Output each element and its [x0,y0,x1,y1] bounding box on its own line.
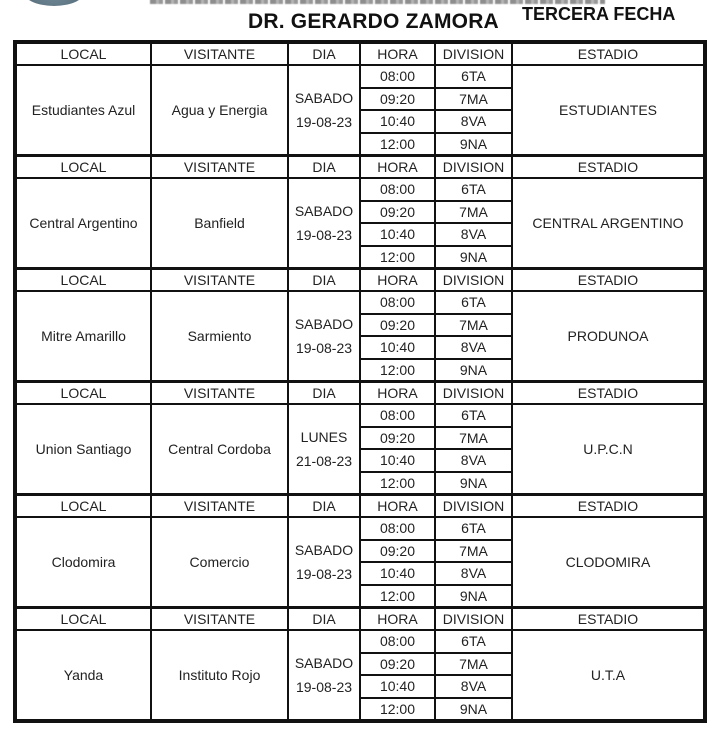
division: 7MA [435,653,512,676]
column-header-local: LOCAL [16,495,151,518]
visiting-team: Instituto Rojo [151,630,288,720]
division: 6TA [435,404,512,427]
column-header-hora: HORA [360,156,435,179]
column-header-visitante: VISITANTE [151,156,288,179]
column-header-dia: DIA [288,382,360,405]
match-row [16,517,704,540]
kickoff-time: 10:40 [360,562,435,585]
visiting-team: Comercio [151,517,288,608]
stadium: U.T.A [512,630,704,720]
column-header-local: LOCAL [16,608,151,631]
column-header-visitante: VISITANTE [151,382,288,405]
match-date: 19-08-23 [295,227,353,243]
column-header-dia: DIA [288,156,360,179]
column-header-hora: HORA [360,269,435,292]
header-row [16,156,704,179]
division: 6TA [435,291,512,314]
division: 8VA [435,562,512,585]
header-row [16,495,704,518]
league-logo [22,0,86,6]
kickoff-time: 08:00 [360,630,435,653]
header-row [16,608,704,631]
kickoff-time: 12:00 [360,585,435,608]
match-day [288,404,360,495]
local-team: Yanda [16,630,151,720]
kickoff-time: 09:20 [360,314,435,337]
fixture-table [13,40,707,723]
division: 9NA [435,585,512,608]
column-header-visitante: VISITANTE [151,43,288,65]
division: 9NA [435,698,512,721]
column-header-hora: HORA [360,43,435,65]
kickoff-time: 08:00 [360,65,435,88]
division: 8VA [435,223,512,246]
match-date: 19-08-23 [295,566,353,582]
column-header-dia: DIA [288,608,360,631]
kickoff-time: 08:00 [360,291,435,314]
column-header-hora: HORA [360,382,435,405]
match-date: 19-08-23 [295,340,353,356]
column-header-estadio: ESTADIO [512,382,704,405]
column-header-estadio: ESTADIO [512,43,704,65]
kickoff-time: 08:00 [360,178,435,201]
kickoff-time: 09:20 [360,88,435,111]
match-day [288,291,360,382]
header-row [16,382,704,405]
kickoff-time: 12:00 [360,472,435,495]
visiting-team: Sarmiento [151,291,288,382]
local-team: Clodomira [16,517,151,608]
stadium: PRODUNOA [512,291,704,382]
visiting-team: Agua y Energia [151,65,288,156]
division: 7MA [435,540,512,563]
match-row [16,404,704,427]
column-header-visitante: VISITANTE [151,269,288,292]
local-team: Union Santiago [16,404,151,495]
kickoff-time: 12:00 [360,246,435,269]
kickoff-time: 09:20 [360,653,435,676]
stadium: CENTRAL ARGENTINO [512,178,704,269]
round-label: TERCERA FECHA [522,4,676,24]
day-name: LUNES [300,429,348,445]
match-day [288,630,360,720]
header-row [16,43,704,65]
match-date: 21-08-23 [295,453,353,469]
column-header-visitante: VISITANTE [151,608,288,631]
division: 7MA [435,314,512,337]
column-header-division: DIVISION [435,269,512,292]
column-header-division: DIVISION [435,156,512,179]
match-row [16,291,704,314]
match-day [288,517,360,608]
division: 9NA [435,246,512,269]
day-name: SABADO [294,316,354,332]
division: 6TA [435,630,512,653]
kickoff-time: 12:00 [360,133,435,156]
column-header-estadio: ESTADIO [512,156,704,179]
column-header-estadio: ESTADIO [512,495,704,518]
kickoff-time: 10:40 [360,110,435,133]
stadium: CLODOMIRA [512,517,704,608]
stadium: ESTUDIANTES [512,65,704,156]
division: 8VA [435,336,512,359]
column-header-dia: DIA [288,495,360,518]
column-header-local: LOCAL [16,382,151,405]
kickoff-time: 12:00 [360,359,435,382]
match-day [288,65,360,156]
column-header-dia: DIA [288,269,360,292]
visiting-team: Banfield [151,178,288,269]
kickoff-time: 08:00 [360,404,435,427]
kickoff-time: 08:00 [360,517,435,540]
local-team: Central Argentino [16,178,151,269]
match-date: 19-08-23 [295,679,353,695]
division: 8VA [435,449,512,472]
kickoff-time: 10:40 [360,336,435,359]
kickoff-time: 12:00 [360,698,435,721]
column-header-estadio: ESTADIO [512,269,704,292]
kickoff-time: 10:40 [360,223,435,246]
column-header-local: LOCAL [16,43,151,65]
column-header-dia: DIA [288,43,360,65]
match-row [16,65,704,88]
day-name: SABADO [294,203,354,219]
column-header-division: DIVISION [435,608,512,631]
column-header-division: DIVISION [435,382,512,405]
division: 6TA [435,178,512,201]
column-header-estadio: ESTADIO [512,608,704,631]
day-name: SABADO [294,90,354,106]
division: 9NA [435,359,512,382]
division: 9NA [435,472,512,495]
visiting-team: Central Cordoba [151,404,288,495]
division: 8VA [435,110,512,133]
page-title: DR. GERARDO ZAMORA [248,10,499,33]
match-date: 19-08-23 [295,114,353,130]
match-row [16,630,704,653]
header-row [16,269,704,292]
column-header-division: DIVISION [435,43,512,65]
division: 8VA [435,675,512,698]
division: 6TA [435,517,512,540]
division: 7MA [435,201,512,224]
column-header-visitante: VISITANTE [151,495,288,518]
local-team: Mitre Amarillo [16,291,151,382]
local-team: Estudiantes Azul [16,65,151,156]
column-header-local: LOCAL [16,269,151,292]
day-name: SABADO [294,655,354,671]
stadium: U.P.C.N [512,404,704,495]
division: 6TA [435,65,512,88]
column-header-local: LOCAL [16,156,151,179]
kickoff-time: 10:40 [360,449,435,472]
column-header-hora: HORA [360,495,435,518]
division: 9NA [435,133,512,156]
day-name: SABADO [294,542,354,558]
kickoff-time: 09:20 [360,201,435,224]
division: 7MA [435,427,512,450]
kickoff-time: 09:20 [360,427,435,450]
match-row [16,178,704,201]
match-day [288,178,360,269]
division: 7MA [435,88,512,111]
column-header-division: DIVISION [435,495,512,518]
kickoff-time: 10:40 [360,675,435,698]
kickoff-time: 09:20 [360,540,435,563]
column-header-hora: HORA [360,608,435,631]
